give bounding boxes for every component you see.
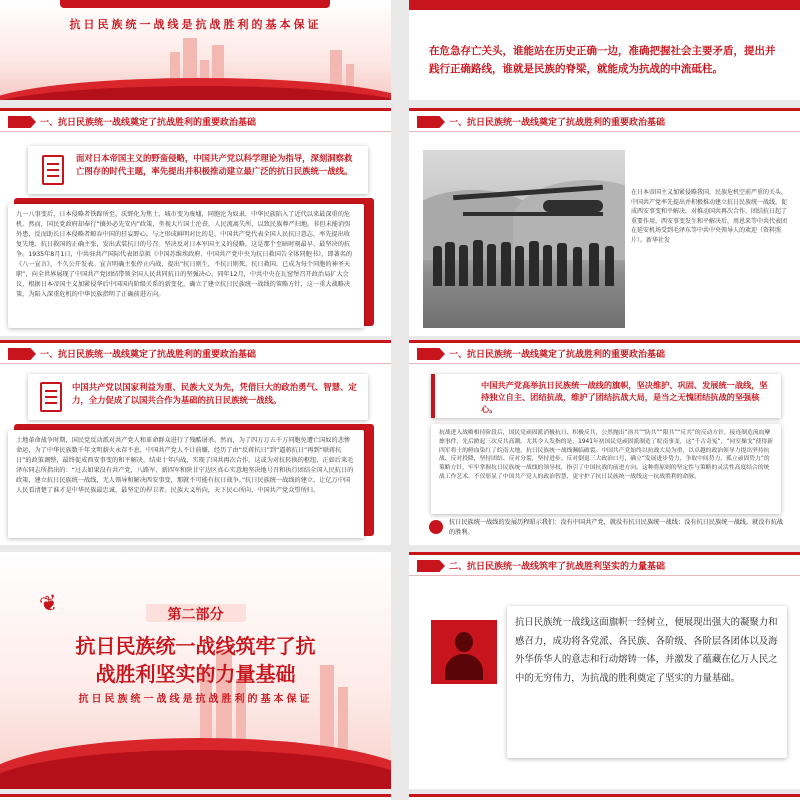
person [487, 244, 496, 286]
section-header [0, 112, 391, 132]
person [557, 243, 567, 286]
header-divider [409, 131, 800, 132]
section-header [409, 556, 800, 576]
header-arrow-icon [417, 116, 445, 128]
title-strip [60, 0, 330, 8]
dove-icon: ❦ [37, 590, 62, 619]
header-title: 一、抗日民族统一战线奠定了抗战胜利的重要政治基础 [449, 118, 666, 128]
avatar-frame [431, 620, 497, 684]
part-title-line2: 战胜利坚实的力量基础 [95, 662, 296, 686]
header-arrow-icon [417, 560, 445, 572]
lead-card [431, 374, 781, 418]
photo-caption: 在日本帝国主义加紧侵略我国、民族危机空前严重的关头，中国共产党率先提出并积极推动建立抗日民族统一战线，促成西安事变和平解决，对推动国共再次合作、团结抗日起了重要作用。西安事变发生和平解决后，周恩来等中共代表团在延安机场受到毛泽东等中共中央领导人的欢迎（资料照片）。新华社发 [631, 189, 787, 244]
header-title: 一、抗日民族统一战线奠定了抗战胜利的重要政治基础 [449, 350, 666, 360]
lead-text: 中国共产党高举抗日民族统一战线的旗帜，坚决维护、巩固、发展统一战线，坚持独立自主、团结抗战，维护了团结抗战大局，是当之无愧团结抗战的坚强核心。 [481, 380, 768, 414]
lead-card [28, 374, 368, 420]
accent-bar [431, 374, 435, 418]
header-arrow-icon [8, 116, 36, 128]
header-title: 一、抗日民族统一战线奠定了抗战胜利的重要政治基础 [40, 118, 257, 128]
top-band [0, 108, 391, 111]
person [589, 243, 599, 286]
header-title: 二、抗日民族统一战线筑牢了抗战胜利坚实的力量基础 [449, 562, 666, 572]
person [433, 246, 442, 286]
header-divider [409, 575, 800, 576]
cover-subtitle: 抗日民族统一战线是抗战胜利的基本保证 [69, 18, 322, 31]
body-text: 抗战进入战略相持阶段后，国民党顽固派消极抗日、积极反共，公然抛出“溶共”“防共”“限共”“反共”的反动方针，接连制造流血摩擦事件，先后掀起三次反共高潮。尤其令人发指的是，1941年初国民党顽固派制造了皖南事变，这“千古奇冤”，“同室操戈”使得新四军将士的鲜血染红了皖南大地，抗日民族统一战线濒临破裂。中国共产党始终以抗战大局为重，以卓越的政治领导力提出坚持抗战、反对投降，坚持团结、反对分裂，坚持进步、反对倒退三大政治口号，确立“发展进步势力，争取中间势力，孤立顽固势力”的策略方针，牢牢掌握抗日民族统一战线的领导权，指引了中国抗战的前进方向。这种将原则的坚定性与策略的灵活性高度结合的统战工作艺术，不仅彰显了中国共产党人的政治智慧，更守护了抗日民族统一战线这一抗战胜利的命脉。 [439, 430, 773, 480]
header-title: 一、抗日民族统一战线奠定了抗战胜利的重要政治基础 [40, 350, 257, 360]
top-band [409, 340, 800, 343]
slide-political-basis-3 [409, 340, 800, 545]
header-divider [409, 363, 800, 364]
header-arrow-icon [417, 348, 445, 360]
footer-text: 抗日民族统一战线的发展历程昭示我们：没有中国共产党，就没有抗日民族统一战线；没有抗日民族统一战线，就没有抗战的胜利。 [449, 519, 784, 536]
text-card [507, 606, 787, 758]
part-label: 第二部分 [167, 607, 224, 623]
airplane-body [543, 200, 603, 212]
historical-photo [423, 150, 625, 328]
person-silhouette-icon [455, 632, 473, 652]
person [459, 245, 468, 286]
slide-next-right [409, 794, 800, 800]
person [445, 242, 455, 286]
part-title-line1: 抗日民族统一战线筑牢了抗 [75, 634, 316, 658]
section-header [409, 112, 800, 132]
body-text: 土地革命战争时期，国民党反动派对共产党人和革命群众进行了残酷屠杀。然而，为了四万万五千万同胞免遭亡国奴的悲惨命运，为了中华民族数千年文明薪火永存不息，中国共产党人不计前嫌，经历了由“反蒋抗日”到“逼蒋抗日”再到“联蒋抗日”的政策调整，最终促成西安事变的和平解决，结束十年内战，实现了国共再次合作。这或为对抗转换的枢纽，正如后来毛泽东同志所指出的：“过去如果没有共产党，八路军、新四军和陕甘宁边区真心实意地坚决地号召和执行团结全国人民抗日的政策，建立抗日民族统一战线，无人领导和解决西安事变，那就不可能有抗日战争。”抗日民族统一战线的建立，让亿万中国人民看清楚了谁才是中华民族最忠诚、最坚定的捍卫者。民族大义所向，天下民心所向，中国共产党众望所归。 [16, 437, 354, 494]
intro-text: 在危急存亡关头，谁能站在历史正确一边，准确把握社会主要矛盾，提出并践行正确路线，谁就是民族的脊梁，就能成为抗战的中流砥柱。 [429, 45, 776, 75]
slide-part-two-cover [0, 552, 391, 789]
person [543, 245, 552, 286]
section-header [0, 344, 391, 364]
footer-bullet-icon [429, 520, 443, 534]
top-band [409, 0, 800, 10]
body-card [431, 424, 781, 514]
slide-political-basis-2 [0, 340, 391, 545]
header-divider [0, 131, 391, 132]
header-arrow-icon [8, 348, 36, 360]
lead-card [28, 146, 368, 194]
slide-strength-basis [409, 552, 800, 789]
part-subtitle: 抗日民族统一战线是抗战胜利的基本保证 [78, 694, 313, 705]
slide-cover-top [0, 0, 391, 100]
top-band [409, 552, 800, 555]
lead-text: 面对日本帝国主义的野蛮侵略，中国共产党以科学理论为指导，深刻洞察救亡图存的时代主题，率先提出并积极推动建立最广泛的抗日民族统一战线。 [76, 153, 353, 176]
lead-text: 中国共产党以国家利益为重、民族大义为先，凭借巨大的政治勇气、智慧、定力，全力促成了以国共合作为基础的抗日民族统一战线。 [72, 382, 357, 405]
person [473, 240, 483, 286]
airplane-wing [463, 212, 603, 216]
document-icon [42, 155, 64, 185]
header-divider [0, 363, 391, 364]
document-icon [40, 382, 62, 412]
body-text: 九一八事变后，日本侵略者铁蹄所至，沃野化为焦土，城市变为废墟，同胞沦为奴隶，中华民族陷入了近代以来最深重的危机。然而，国民党政府却奉行“攘外必先安内”政策，坐视大片国土沦丧，人民流离失所，以致民族尊严扫地。非但未能消弭外患，反而助长日本侵略者鲸吞中国的狂妄野心。与之形成鲜明对比的是，中国共产党代表全国人民抗日意志，率先提出收复失地、抗日救国的正确主张，发出武装抗日的号召。坚决反对日本军国主义的侵略，这是那个至暗时刻最早、最坚决的抗争。1935年8月1日，中共驻共产国际代表团草拟《中国苏维埃政府、中国共产党中央为抗日救国告全体同胞书》，即著名的《八一宣言》，不久公开发表。宣言明确主张停止内战，提出“抗日则生，不抗日则死，抗日救国，已成为每个同胞的神圣天职”，向全世界展现了中国共产党团结带领全国人民共同抗日的坚强决心。同年12月，中共中央在瓦窑堡召开政治局扩大会议，根据日本帝国主义加紧侵华后中国国内阶级关系的新变化，确立了建立抗日民族统一战线的策略方针，这一重大战略决策，为陷入深重危机的中华民族指明了正确前进方向。 [16, 211, 353, 298]
main-text: 抗日民族统一战线这面旗帜一经树立，便展现出强大的凝聚力和感召力，成功将各党派、各民族、各阶级、各阶层各团体以及海外华侨华人的意志和行动熔铸一体，并激发了蕴藏在亿万人民之中的无穷伟力，为抗战的胜利奠定了坚实的力量基础。 [515, 617, 778, 684]
slide-intro-text [409, 0, 800, 100]
slide-political-basis-1 [0, 108, 391, 336]
person [573, 247, 582, 286]
section-header [409, 344, 800, 364]
body-card [8, 204, 364, 328]
person [501, 242, 511, 286]
person [515, 246, 524, 286]
slide-next-left [0, 794, 391, 800]
slide-political-basis-photo [409, 108, 800, 336]
person [529, 241, 539, 286]
top-band [409, 108, 800, 111]
person [605, 246, 614, 286]
body-card [8, 430, 364, 538]
top-band [0, 340, 391, 343]
